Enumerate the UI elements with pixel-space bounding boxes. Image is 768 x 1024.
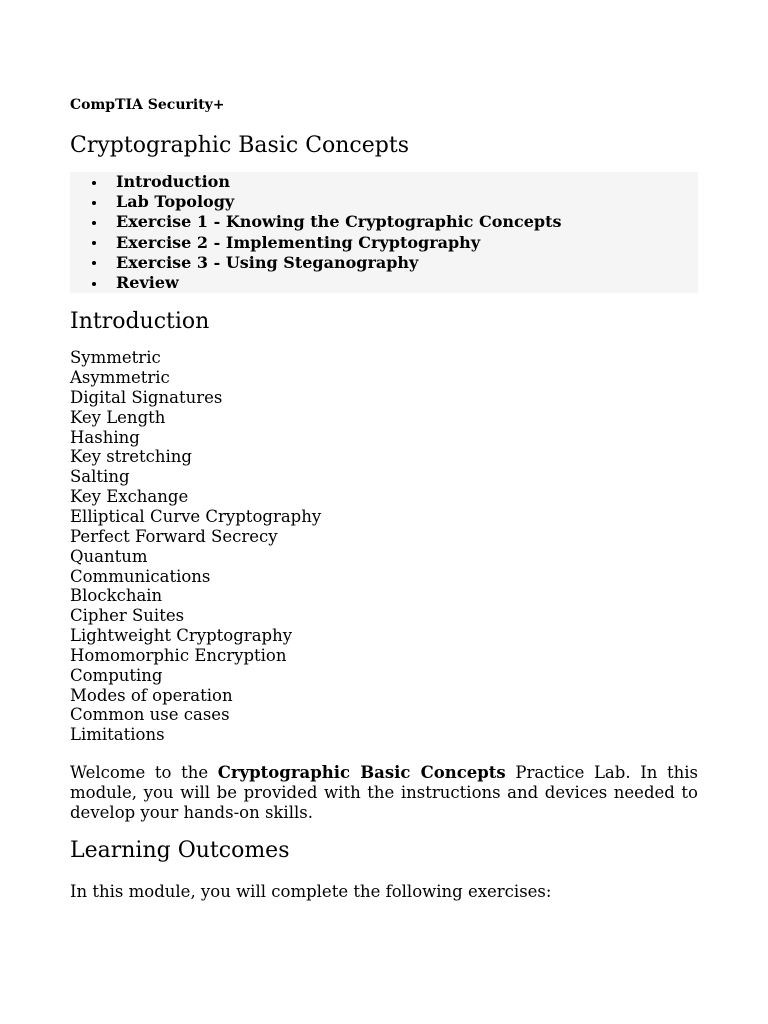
topic-item: Blockchain [70, 586, 163, 606]
topic-item: Common use cases [70, 705, 230, 725]
topic-item: Lightweight Cryptography [70, 626, 293, 646]
topic-item: Digital Signatures [70, 387, 223, 407]
welcome-suffix: Practice Lab. In this module, you will be provided with the instructions and devices needed to develop your hands-on skills. [70, 763, 698, 822]
toc-item-exercise-2[interactable]: Exercise 2 - Implementing Cryptography [70, 233, 698, 253]
topic-item: Hashing [70, 427, 140, 447]
topic-item: Limitations [70, 725, 165, 745]
table-of-contents [70, 172, 698, 293]
topic-list [70, 348, 698, 745]
introduction-heading: Introduction [70, 309, 210, 335]
topic-item: Key Length [70, 407, 166, 427]
document-page [70, 96, 698, 902]
toc-item-exercise-3[interactable]: Exercise 3 - Using Steganography [70, 253, 698, 273]
welcome-paragraph [70, 763, 698, 822]
topic-item: Computing [70, 665, 163, 685]
topic-item: Quantum [70, 546, 148, 566]
topic-item: Asymmetric [70, 368, 170, 388]
learning-outcomes-text: In this module, you will complete the following exercises: [70, 882, 552, 902]
toc-item-lab-topology[interactable]: Lab Topology [70, 192, 698, 212]
toc-item-introduction[interactable]: Introduction [70, 172, 698, 192]
topic-item: Perfect Forward Secrecy [70, 526, 278, 546]
topic-item: Homomorphic Encryption [70, 645, 287, 665]
toc-item-exercise-1[interactable]: Exercise 1 - Knowing the Cryptographic Concepts [70, 212, 698, 232]
topic-item: Key Exchange [70, 487, 189, 507]
topic-item: Salting [70, 467, 130, 487]
topic-item: Symmetric [70, 348, 161, 368]
topic-item: Communications [70, 566, 211, 586]
page-title: Cryptographic Basic Concepts [70, 133, 409, 158]
topic-item: Key stretching [70, 447, 192, 467]
welcome-lab-name: Cryptographic Basic Concepts [217, 763, 506, 783]
topic-item: Elliptical Curve Cryptography [70, 506, 322, 526]
welcome-prefix: Welcome to the [70, 763, 218, 783]
topic-item: Modes of operation [70, 685, 233, 705]
topic-item: Cipher Suites [70, 606, 185, 626]
toc-item-review[interactable]: Review [70, 273, 698, 293]
course-name: CompTIA Security+ [70, 97, 225, 113]
learning-outcomes-heading: Learning Outcomes [70, 838, 290, 864]
